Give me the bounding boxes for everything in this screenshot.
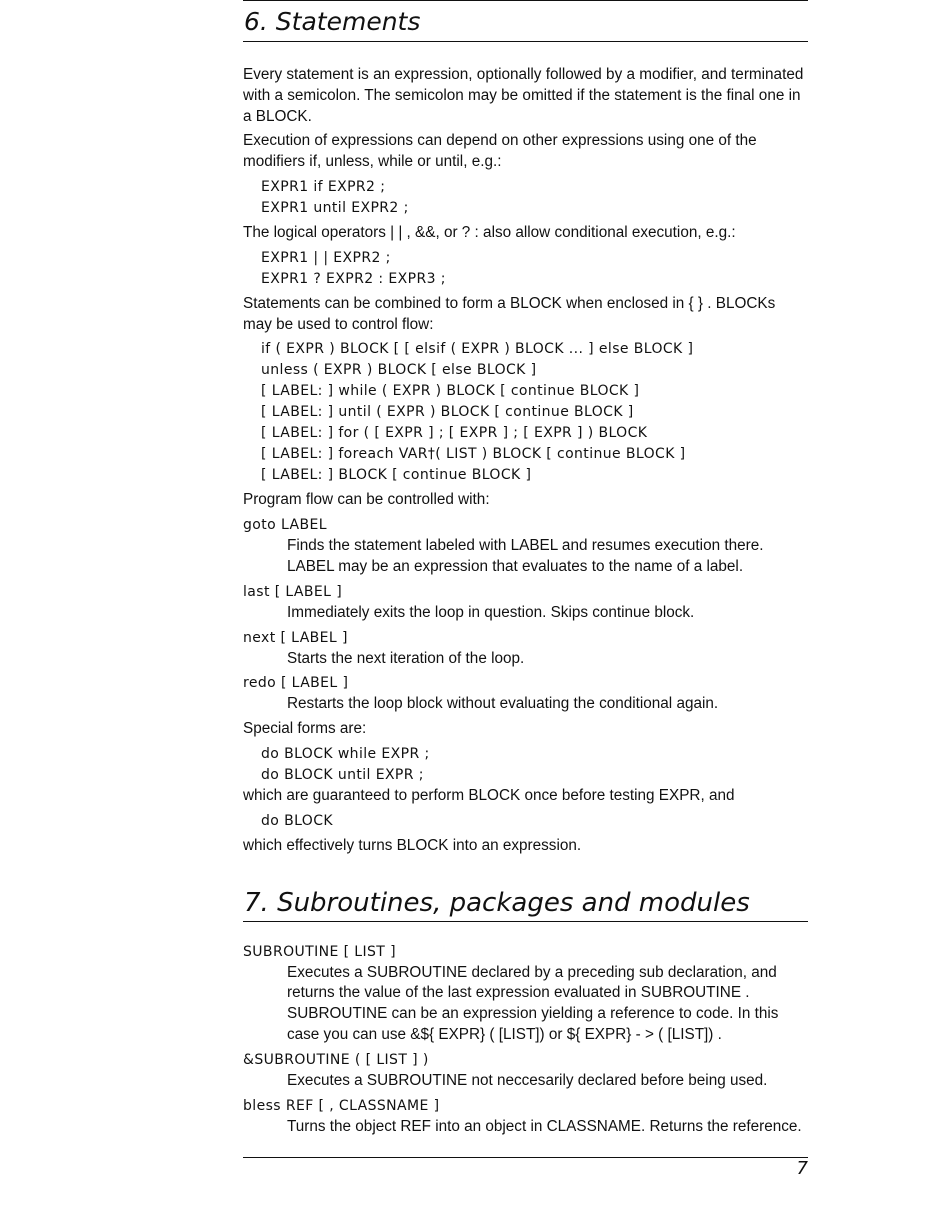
code-line: EXPR1 | | EXPR2 ;: [261, 249, 391, 266]
term: bless REF [ , CLASSNAME ]: [243, 1097, 440, 1114]
code-line: EXPR1 if EXPR2 ;: [261, 178, 386, 195]
code-line: [ LABEL: ] for ( [ EXPR ] ; [ EXPR ] ; [ EXPR ] ) BLOCK: [261, 425, 648, 442]
paragraph: The logical operators | | , &&, or ? : also allow conditional execution, e.g.:: [243, 223, 736, 241]
code-line: if ( EXPR ) BLOCK [ [ elsif ( EXPR ) BLOCK ... ] else BLOCK ]: [261, 341, 694, 358]
term: next [ LABEL ]: [243, 629, 348, 646]
definition: Executes a SUBROUTINE declared by a preceding sub declaration, and: [287, 963, 777, 981]
bottom-rule: [243, 1157, 808, 1158]
definition: SUBROUTINE can be an expression yielding a reference to code. In this: [287, 1005, 779, 1023]
term: last [ LABEL ]: [243, 583, 343, 600]
definition: Finds the statement labeled with LABEL and resumes execution there.: [287, 537, 764, 555]
definition: Immediately exits the loop in question. Skips continue block.: [287, 603, 695, 621]
code-line: [ LABEL: ] while ( EXPR ) BLOCK [ continue BLOCK ]: [261, 383, 640, 400]
term: goto LABEL: [243, 517, 327, 534]
paragraph: Statements can be combined to form a BLOCK when enclosed in { } . BLOCKs may be used to control flow:: [243, 294, 776, 333]
paragraph: which are guaranteed to perform BLOCK once before testing EXPR, and: [243, 786, 735, 804]
definition: LABEL may be an expression that evaluates to the name of a label.: [287, 557, 744, 575]
code-line: do BLOCK until EXPR ;: [261, 766, 424, 783]
term: &SUBROUTINE ( [ LIST ] ): [243, 1051, 429, 1068]
paragraph: Special forms are:: [243, 720, 367, 738]
code-line: EXPR1 ? EXPR2 : EXPR3 ;: [261, 270, 446, 287]
section-6-heading: 6. Statements: [243, 1, 808, 42]
page-number: 7: [796, 1158, 808, 1179]
code-line: [ LABEL: ] until ( EXPR ) BLOCK [ continue BLOCK ]: [261, 404, 634, 421]
code-line: EXPR1 until EXPR2 ;: [261, 199, 409, 216]
code-line: [ LABEL: ] BLOCK [ continue BLOCK ]: [261, 467, 532, 484]
paragraph: Execution of expressions can depend on other expressions using one of the modifiers if, unless, while or until, e.g.:: [243, 132, 757, 171]
term: redo [ LABEL ]: [243, 675, 349, 692]
paragraph: Every statement is an expression, optionally followed by a modifier, and terminated with a semicolon. The semicolon may be omitted if the statement is the final one in a BLOCK.: [243, 66, 804, 125]
definition: Turns the object REF into an object in CLASSNAME. Returns the reference.: [287, 1117, 802, 1135]
definition: Restarts the loop block without evaluating the conditional again.: [287, 695, 719, 713]
code-line: unless ( EXPR ) BLOCK [ else BLOCK ]: [261, 362, 537, 379]
term: SUBROUTINE [ LIST ]: [243, 943, 396, 960]
definition: Executes a SUBROUTINE not neccesarily declared before being used.: [287, 1071, 768, 1089]
code-line: do BLOCK: [261, 812, 333, 829]
definition: case you can use &${ EXPR} ( [LIST]) or ${ EXPR} - > ( [LIST]) .: [287, 1025, 722, 1043]
code-line: do BLOCK while EXPR ;: [261, 745, 430, 762]
section-7-heading: 7. Subroutines, packages and modules: [243, 885, 808, 922]
page-content: [243, 0, 808, 1179]
paragraph: which effectively turns BLOCK into an expression.: [243, 836, 582, 854]
definition: Starts the next iteration of the loop.: [287, 649, 525, 667]
code-line: [ LABEL: ] foreach VAR†( LIST ) BLOCK [ continue BLOCK ]: [261, 446, 686, 463]
definition: returns the value of the last expression evaluated in SUBROUTINE .: [287, 984, 750, 1002]
paragraph: Program flow can be controlled with:: [243, 491, 490, 509]
